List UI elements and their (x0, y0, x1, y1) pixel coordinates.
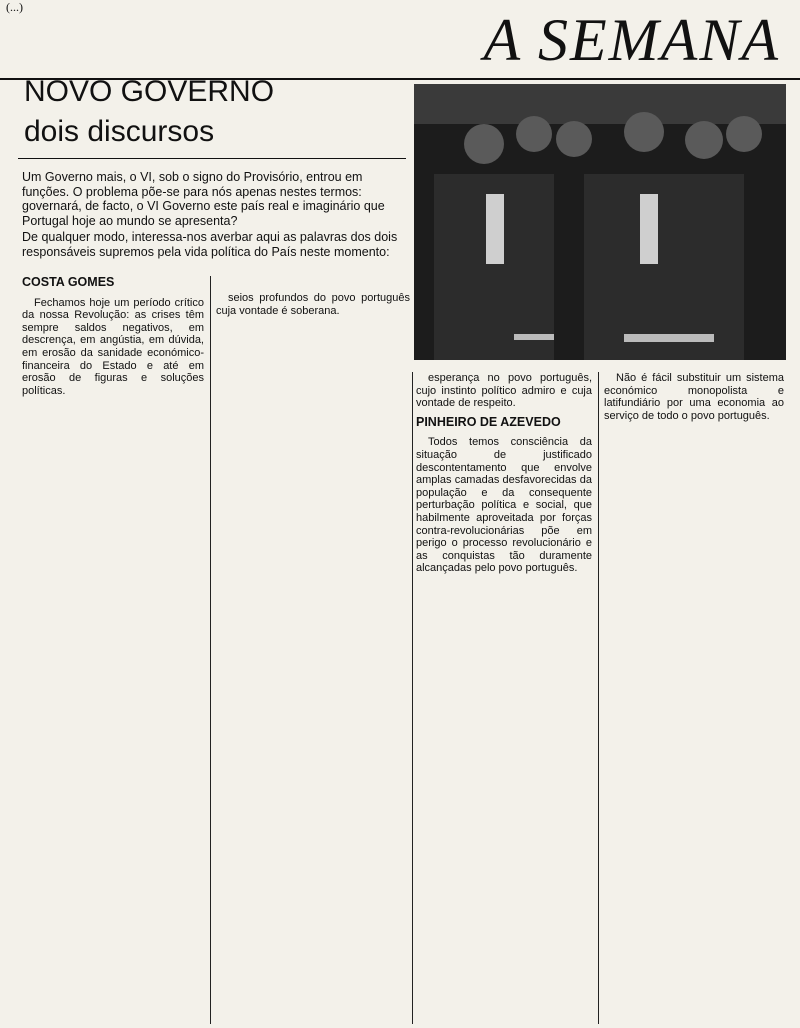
section-title: A SEMANA (483, 7, 780, 73)
lead-paragraph: De qualquer modo, interessa-nos averbar aqui as palavras dos dois responsáveis supremos pela vida política do País neste momento: (22, 230, 398, 259)
news-photo-image (414, 84, 786, 360)
news-photo (414, 84, 786, 360)
paragraph: Fechamos hoje um período crítico da nossa Revolução: as crises têm sempre saldos negativos, em descrença, em angústia, em dúvida, em erosão da sanidade económico-financeira do Estado e até em erosão de figuras e soluções políticas. (22, 296, 204, 397)
lead-paragraph: Um Governo mais, o VI, sob o signo do Provisório, entrou em funções. O problema põe-se para nós apenas nestes termos: governará, de facto, o VI Governo este país real e imaginário que Portugal hoje ao mundo se apresenta? (22, 170, 385, 228)
paragraph: Não é fácil substituir um sistema económico monopolista e latifundiário por uma economia ao serviço de todo o povo português. (604, 372, 784, 422)
headline-box (18, 76, 406, 159)
paragraph: esperança no povo português, cujo instinto político admiro e cuja vontade de respeito. (416, 372, 592, 410)
paragraph: seios profundos do povo português cuja vontade é soberana. (216, 292, 410, 317)
page-number: (...) (6, 0, 23, 14)
article-column-4 (604, 372, 784, 1022)
column-heading: PINHEIRO DE AZEVEDO (416, 414, 561, 429)
paragraph: Todos temos consciência da situação de justificado descontentamento que envolve amplas camadas desfavorecidas da população e da consequente perturbação política e social, que habilmente aproveitada por forças contra-revolucionárias põe em perigo o processo revolucionário e as conquistas tão duramente alcançadas pelo povo português. (416, 436, 592, 575)
headline-line1: NOVO GOVERNO (24, 75, 275, 108)
article-column-3 (416, 372, 592, 1022)
masthead (0, 0, 800, 80)
headline-line2: dois discursos (24, 115, 215, 148)
divider (210, 276, 211, 1024)
divider (412, 372, 413, 1024)
article-column-1 (22, 276, 204, 1021)
divider (598, 372, 599, 1024)
column-heading: COSTA GOMES (22, 276, 115, 289)
lead-text (22, 170, 412, 261)
article-column-2 (216, 292, 410, 1022)
